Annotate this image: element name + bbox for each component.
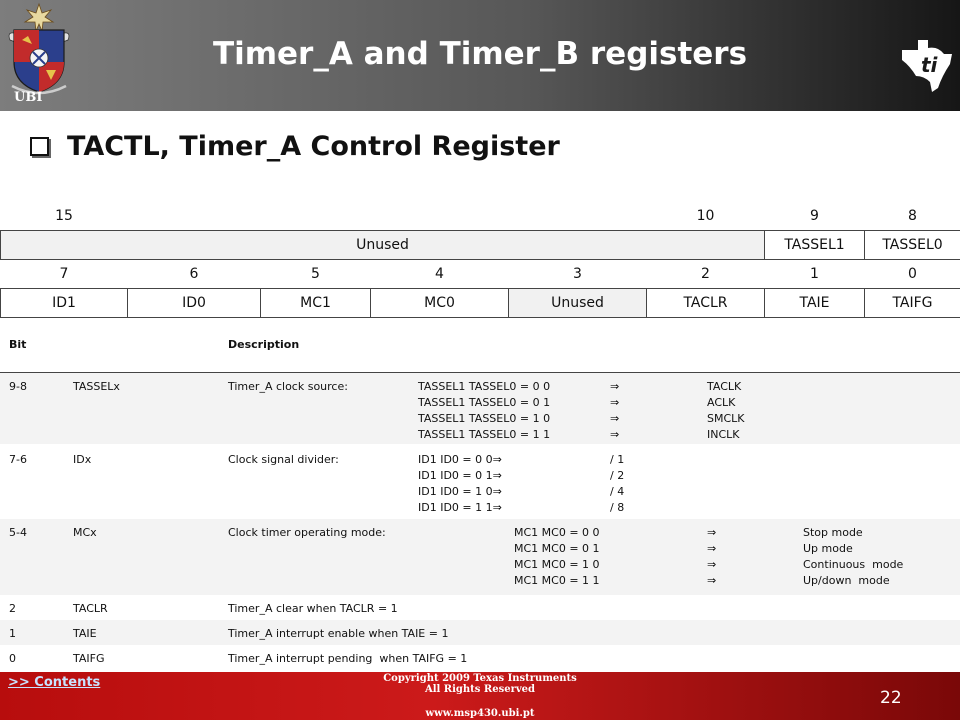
description-row [0,444,960,519]
field-name: TASSELx [73,380,120,393]
field-description: Clock timer operating mode: [228,526,386,539]
register-field: ID0 [128,289,261,318]
copyright-line: Copyright 2009 Texas Instruments [383,673,577,684]
description-header-row [0,325,960,373]
page-number: 22 [880,688,902,708]
contents-link[interactable]: >> Contents [8,675,101,690]
field-conditions: ID1 ID0 = 0 0⇒ ID1 ID0 = 0 1⇒ ID1 ID0 = 1 0⇒ ID1 ID0 = 1 1⇒ [418,453,502,514]
footer-url: www.msp430.ubi.pt [425,708,535,719]
copyright-line: All Rights Reserved [424,684,536,695]
field-description: Timer_A interrupt enable when TAIE = 1 [228,627,449,640]
section-heading-text: TACTL, Timer_A Control Register [67,131,560,162]
bit-range: 9-8 [9,380,27,393]
bit-range: 1 [9,627,16,640]
field-name: TACLR [73,602,108,615]
register-field: Unused [509,289,647,318]
description-row [0,519,960,595]
register-field: TAIFG [865,289,960,318]
register-field: MC0 [371,289,509,318]
description-row [0,595,960,620]
field-description: Timer_A interrupt pending when TAIFG = 1 [228,652,468,665]
field-name: IDx [73,453,92,466]
page-title: Timer_A and Timer_B registers [212,36,748,72]
bit-number: 15 [55,207,73,224]
high-bit-numbers-row [1,201,960,231]
field-name: TAIE [73,627,97,640]
field-name: MCx [73,526,97,539]
register-low-table [0,259,960,318]
register-field: MC1 [261,289,371,318]
header-bar [0,0,960,111]
field-description: Clock signal divider: [228,453,339,466]
bit-range: 2 [9,602,16,615]
bit-number: 2 [701,265,710,282]
description-row [0,373,960,444]
texas-instruments-logo-icon [898,36,956,94]
field-results: / 1 / 2 / 4 / 8 [610,453,625,514]
ubi-label: UBI [14,90,43,105]
bit-range: 7-6 [9,453,27,466]
bit-range: 0 [9,652,16,665]
column-header-bit: Bit [9,338,27,351]
field-conditions: MC1 MC0 = 0 0 MC1 MC0 = 0 1 MC1 MC0 = 1 0 MC1 MC0 = 1 1 [514,526,600,587]
register-field: TASSEL1 [765,231,865,260]
description-row [0,645,960,671]
field-results: TACLK ACLK SMCLK INCLK [707,380,745,441]
field-description: Timer_A clock source: [228,380,348,393]
low-bit-numbers-row [1,259,960,289]
bit-number: 7 [59,265,69,282]
register-field: TAIE [765,289,865,318]
bit-number: 9 [810,207,819,224]
high-fields-row [1,231,960,260]
field-arrows: ⇒ ⇒ ⇒ ⇒ [707,526,717,587]
bit-number: 6 [189,265,199,282]
bit-number: 4 [435,265,444,282]
bit-number: 3 [573,265,582,282]
field-name: TAIFG [73,652,105,665]
field-results: Stop mode Up mode Continuous mode Up/down mode [803,526,904,587]
bit-range: 5-4 [9,526,27,539]
register-field: ID1 [1,289,128,318]
column-header-description: Description [228,338,300,351]
register-field: Unused [1,231,765,260]
field-conditions: TASSEL1 TASSEL0 = 0 0 TASSEL1 TASSEL0 = 0 1 TASSEL1 TASSEL0 = 1 0 TASSEL1 TASSEL0 = 1 1 [418,380,551,441]
bit-number: 5 [311,265,320,282]
description-row [0,620,960,645]
bit-number: 10 [696,207,715,224]
register-high-table [0,201,960,260]
svg-text:ti: ti [921,53,938,77]
bit-number: 8 [908,207,917,224]
bit-number: 0 [908,265,917,282]
section-heading [30,131,560,162]
low-fields-row [1,289,960,318]
field-description: Timer_A clear when TACLR = 1 [228,602,398,615]
register-field: TACLR [647,289,765,318]
bit-number: 1 [810,265,819,282]
register-field: TASSEL0 [865,231,960,260]
copyright-notice [330,673,630,695]
field-arrows: ⇒ ⇒ ⇒ ⇒ [610,380,620,441]
bullet-square-icon [30,137,49,156]
